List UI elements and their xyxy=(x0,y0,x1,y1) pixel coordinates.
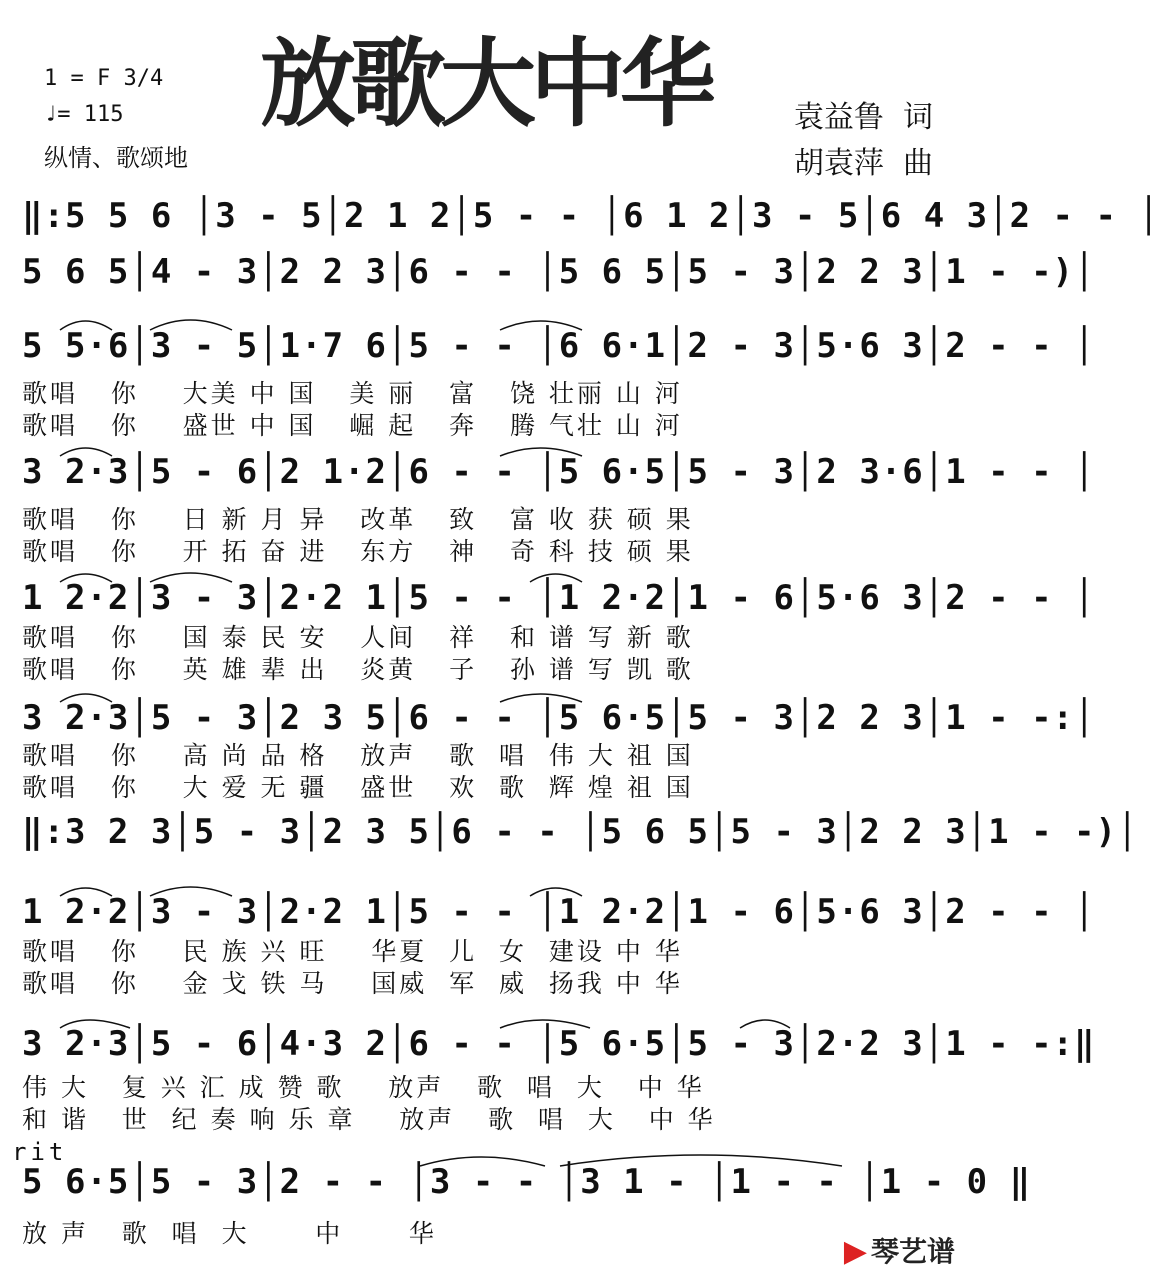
piano-logo-icon: ▶ xyxy=(843,1234,867,1269)
score-line-4-lyric-verse-1: 歌唱 你 日 新 月 异 改革 致 富 收 获 硕 果 xyxy=(22,505,694,534)
score-line-6-notes: 3 2·3│5 - 3│2 3 5│6 - - │5 6·5│5 - 3│2 2 3│1 - -:│ xyxy=(22,698,1096,738)
score-line-9-notes: 3 2·3│5 - 6│4·3 2│6 - - │5 6·5│5 - 3│2·2 3│1 - -:‖ xyxy=(22,1024,1096,1064)
score-line-2-notes: 5 6 5│4 - 3│2 2 3│6 - - │5 6 5│5 - 3│2 2 3│1 - -)│ xyxy=(22,252,1096,292)
score-line-5-lyric-verse-1: 歌唱 你 国 泰 民 安 人间 祥 和 谱 写 新 歌 xyxy=(22,623,694,652)
key-time-signature: 1 = F 3/4 xyxy=(44,66,164,91)
score-line-4-lyric-verse-2: 歌唱 你 开 拓 奋 进 东方 神 奇 科 技 硕 果 xyxy=(22,537,694,566)
composer-credit: 胡袁萍 曲 xyxy=(793,146,933,181)
score-line-8-lyric-verse-2: 歌唱 你 金 戈 铁 马 国威 军 威 扬我 中 华 xyxy=(22,969,683,998)
score-line-4-notes: 3 2·3│5 - 6│2 1·2│6 - - │5 6·5│5 - 3│2 3·6│1 - - │ xyxy=(22,452,1096,492)
watermark-logo xyxy=(844,1230,955,1270)
score-line-8-notes: 1 2·2│3 - 3│2·2 1│5 - - │1 2·2│1 - 6│5·6 3│2 - - │ xyxy=(22,892,1096,932)
ritardando-marking: rit xyxy=(12,1138,68,1166)
score-line-9-lyric-verse-1: 伟 大 复 兴 汇 成 赞 歌 放声 歌 唱 大 中 华 xyxy=(22,1073,705,1102)
score-line-1-notes: ‖:5 5 6 │3 - 5│2 1 2│5 - - │6 1 2│3 - 5│6 4 3│2 - - │ xyxy=(22,196,1160,236)
score-line-8-lyric-verse-1: 歌唱 你 民 族 兴 旺 华夏 儿 女 建设 中 华 xyxy=(22,937,683,966)
score-line-3-lyric-verse-1: 歌唱 你 大美 中 国 美 丽 富 饶 壮丽 山 河 xyxy=(22,379,683,408)
lyricist-credit: 袁益鲁 词 xyxy=(793,100,933,135)
expression-marking: 纵情、歌颂地 xyxy=(44,144,188,172)
score-line-5-lyric-verse-2: 歌唱 你 英 雄 辈 出 炎黄 子 孙 谱 写 凯 歌 xyxy=(22,655,694,684)
tempo-marking: ♩= 115 xyxy=(44,102,124,127)
song-title: 放歌大中华 xyxy=(260,28,710,140)
score-line-5-notes: 1 2·2│3 - 3│2·2 1│5 - - │1 2·2│1 - 6│5·6 3│2 - - │ xyxy=(22,578,1096,618)
score-line-7-notes: ‖:3 2 3│5 - 3│2 3 5│6 - - │5 6 5│5 - 3│2 2 3│1 - -)│ xyxy=(22,812,1139,852)
score-line-3-lyric-verse-2: 歌唱 你 盛世 中 国 崛 起 奔 腾 气壮 山 河 xyxy=(22,411,683,440)
score-line-3-notes: 5 5·6│3 - 5│1·7 6│5 - - │6 6·1│2 - 3│5·6 3│2 - - │ xyxy=(22,326,1096,366)
score-line-10-notes: 5 6·5│5 - 3│2 - - │3 - - │3 1 - │1 - - │1 - 0 ‖ xyxy=(22,1162,1032,1202)
watermark-text: 琴艺谱 xyxy=(870,1235,955,1268)
score-line-10-lyric: 放 声 歌 唱 大 中 华 xyxy=(22,1219,437,1248)
score-line-9-lyric-verse-2: 和 谐 世 纪 奏 响 乐 章 放声 歌 唱 大 中 华 xyxy=(22,1105,716,1134)
score-line-6-lyric-verse-2: 歌唱 你 大 爱 无 疆 盛世 欢 歌 辉 煌 祖 国 xyxy=(22,773,694,802)
score-line-6-lyric-verse-1: 歌唱 你 高 尚 品 格 放声 歌 唱 伟 大 祖 国 xyxy=(22,741,694,770)
